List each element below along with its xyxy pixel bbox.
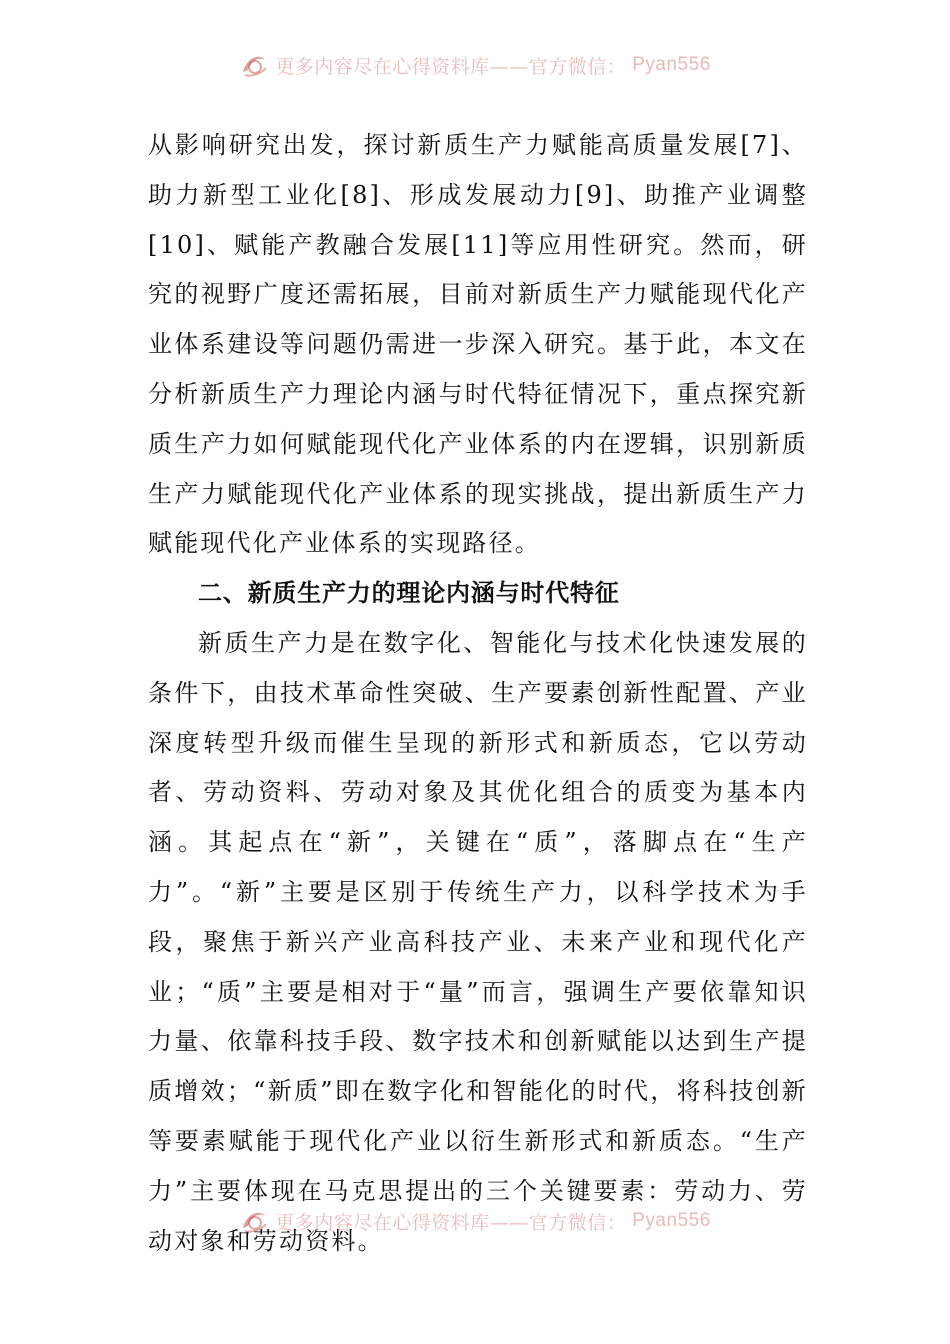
section-heading: 二、新质生产力的理论内涵与时代特征 bbox=[198, 579, 620, 608]
paragraph-theory: 新质生产力是在数字化、智能化与技术化快速发展的条件下，由技术革命性突破、生产要素创新性配置、产业深度转型升级而催生呈现的新形式和新质态，它以劳动者、劳动资料、劳动对象及其优化组合的质变为基本内涵。其起点在“新”，关键在“质”，落脚点在“生产力”。“新”主要是区别于传统生产力，以科学技术为手段，聚焦于新兴产业高科技产业、未来产业和现代化产业；“质”主要是相对于“量”而言，强调生产要依靠知识力量、依靠科技手段、数字技术和创新赋能以达到生产提质增效；“新质”即在数字化和智能化的时代，将科技创新等要素赋能于现代化产业以衍生新形式和新质态。“生产力”主要体现在马克思提出的三个关键要素：劳动力、劳动对象和劳动资料。 bbox=[148, 628, 808, 1255]
watermark-text: 更多内容尽在心得资料库——官方微信： bbox=[275, 1211, 627, 1234]
paragraph-intro: 从影响研究出发，探讨新质生产力赋能高质量发展[7]、助力新型工业化[8]、形成发展动力[9]、助推产业调整[10]、赋能产教融合发展[11]等应用性研究。然而，研究的视野广度还需拓展，目前对新质生产力赋能现代化产业体系建设等问题仍需进一步深入研究。基于此，本文在分析新质生产力理论内涵与时代特征情况下，重点探究新质生产力如何赋能现代化产业体系的内在逻辑，识别新质生产力赋能现代化产业体系的现实挑战，提出新质生产力赋能现代化产业体系的实现路径。 bbox=[148, 131, 808, 558]
watermark-id: Pyan556 bbox=[632, 1210, 711, 1231]
document-body bbox=[148, 121, 808, 1266]
watermark-logo-icon bbox=[239, 1208, 269, 1234]
watermark-logo-icon bbox=[239, 52, 269, 78]
watermark-text: 更多内容尽在心得资料库——官方微信： bbox=[275, 55, 627, 78]
watermark-header bbox=[0, 48, 950, 82]
watermark-id: Pyan556 bbox=[632, 54, 711, 75]
watermark-footer bbox=[0, 1204, 950, 1238]
